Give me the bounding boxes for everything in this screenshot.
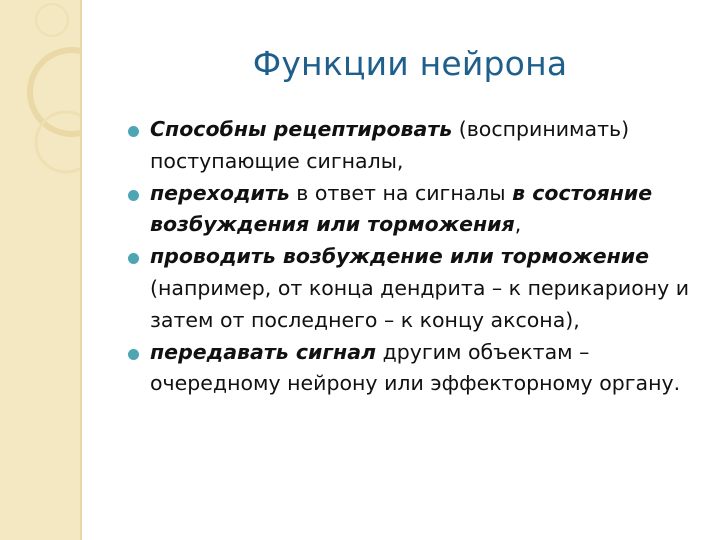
bullet-emphasis-text: передавать сигнал xyxy=(150,339,377,364)
bullet-dot-icon xyxy=(128,349,139,360)
bullet-list xyxy=(128,114,698,400)
bullet-text: другим объектам – очередному нейрону или эффекторному органу. xyxy=(150,339,681,396)
bullet-item xyxy=(128,114,698,178)
bullet-text: (воспринимать) поступающие сигналы, xyxy=(150,117,630,173)
bullet-text: , xyxy=(514,212,522,237)
bullet-item xyxy=(128,241,698,336)
bullet-dot-icon xyxy=(128,253,139,264)
decorative-side-panel xyxy=(0,0,80,540)
bullet-item xyxy=(128,178,698,242)
slide-title: Функции нейрона xyxy=(252,44,568,83)
bullet-text: в ответ на сигналы xyxy=(289,180,513,205)
bullet-emphasis-text: переходить xyxy=(150,180,290,205)
bullet-dot-icon xyxy=(128,126,139,137)
bullet-emphasis-text: в состояние возбуждения или торможения xyxy=(150,180,653,237)
decorative-circles-graphic xyxy=(0,0,80,540)
bullet-text: (например, от конца дендрита – к перикариону и затем от последнего – к концу аксона), xyxy=(150,275,690,332)
bullet-dot-icon xyxy=(128,190,139,201)
side-divider xyxy=(80,0,82,540)
bullet-item xyxy=(128,337,698,401)
bullet-emphasis-text: проводить возбуждение или торможение xyxy=(150,244,650,269)
bullet-emphasis-text: Способны рецептировать xyxy=(150,117,453,141)
